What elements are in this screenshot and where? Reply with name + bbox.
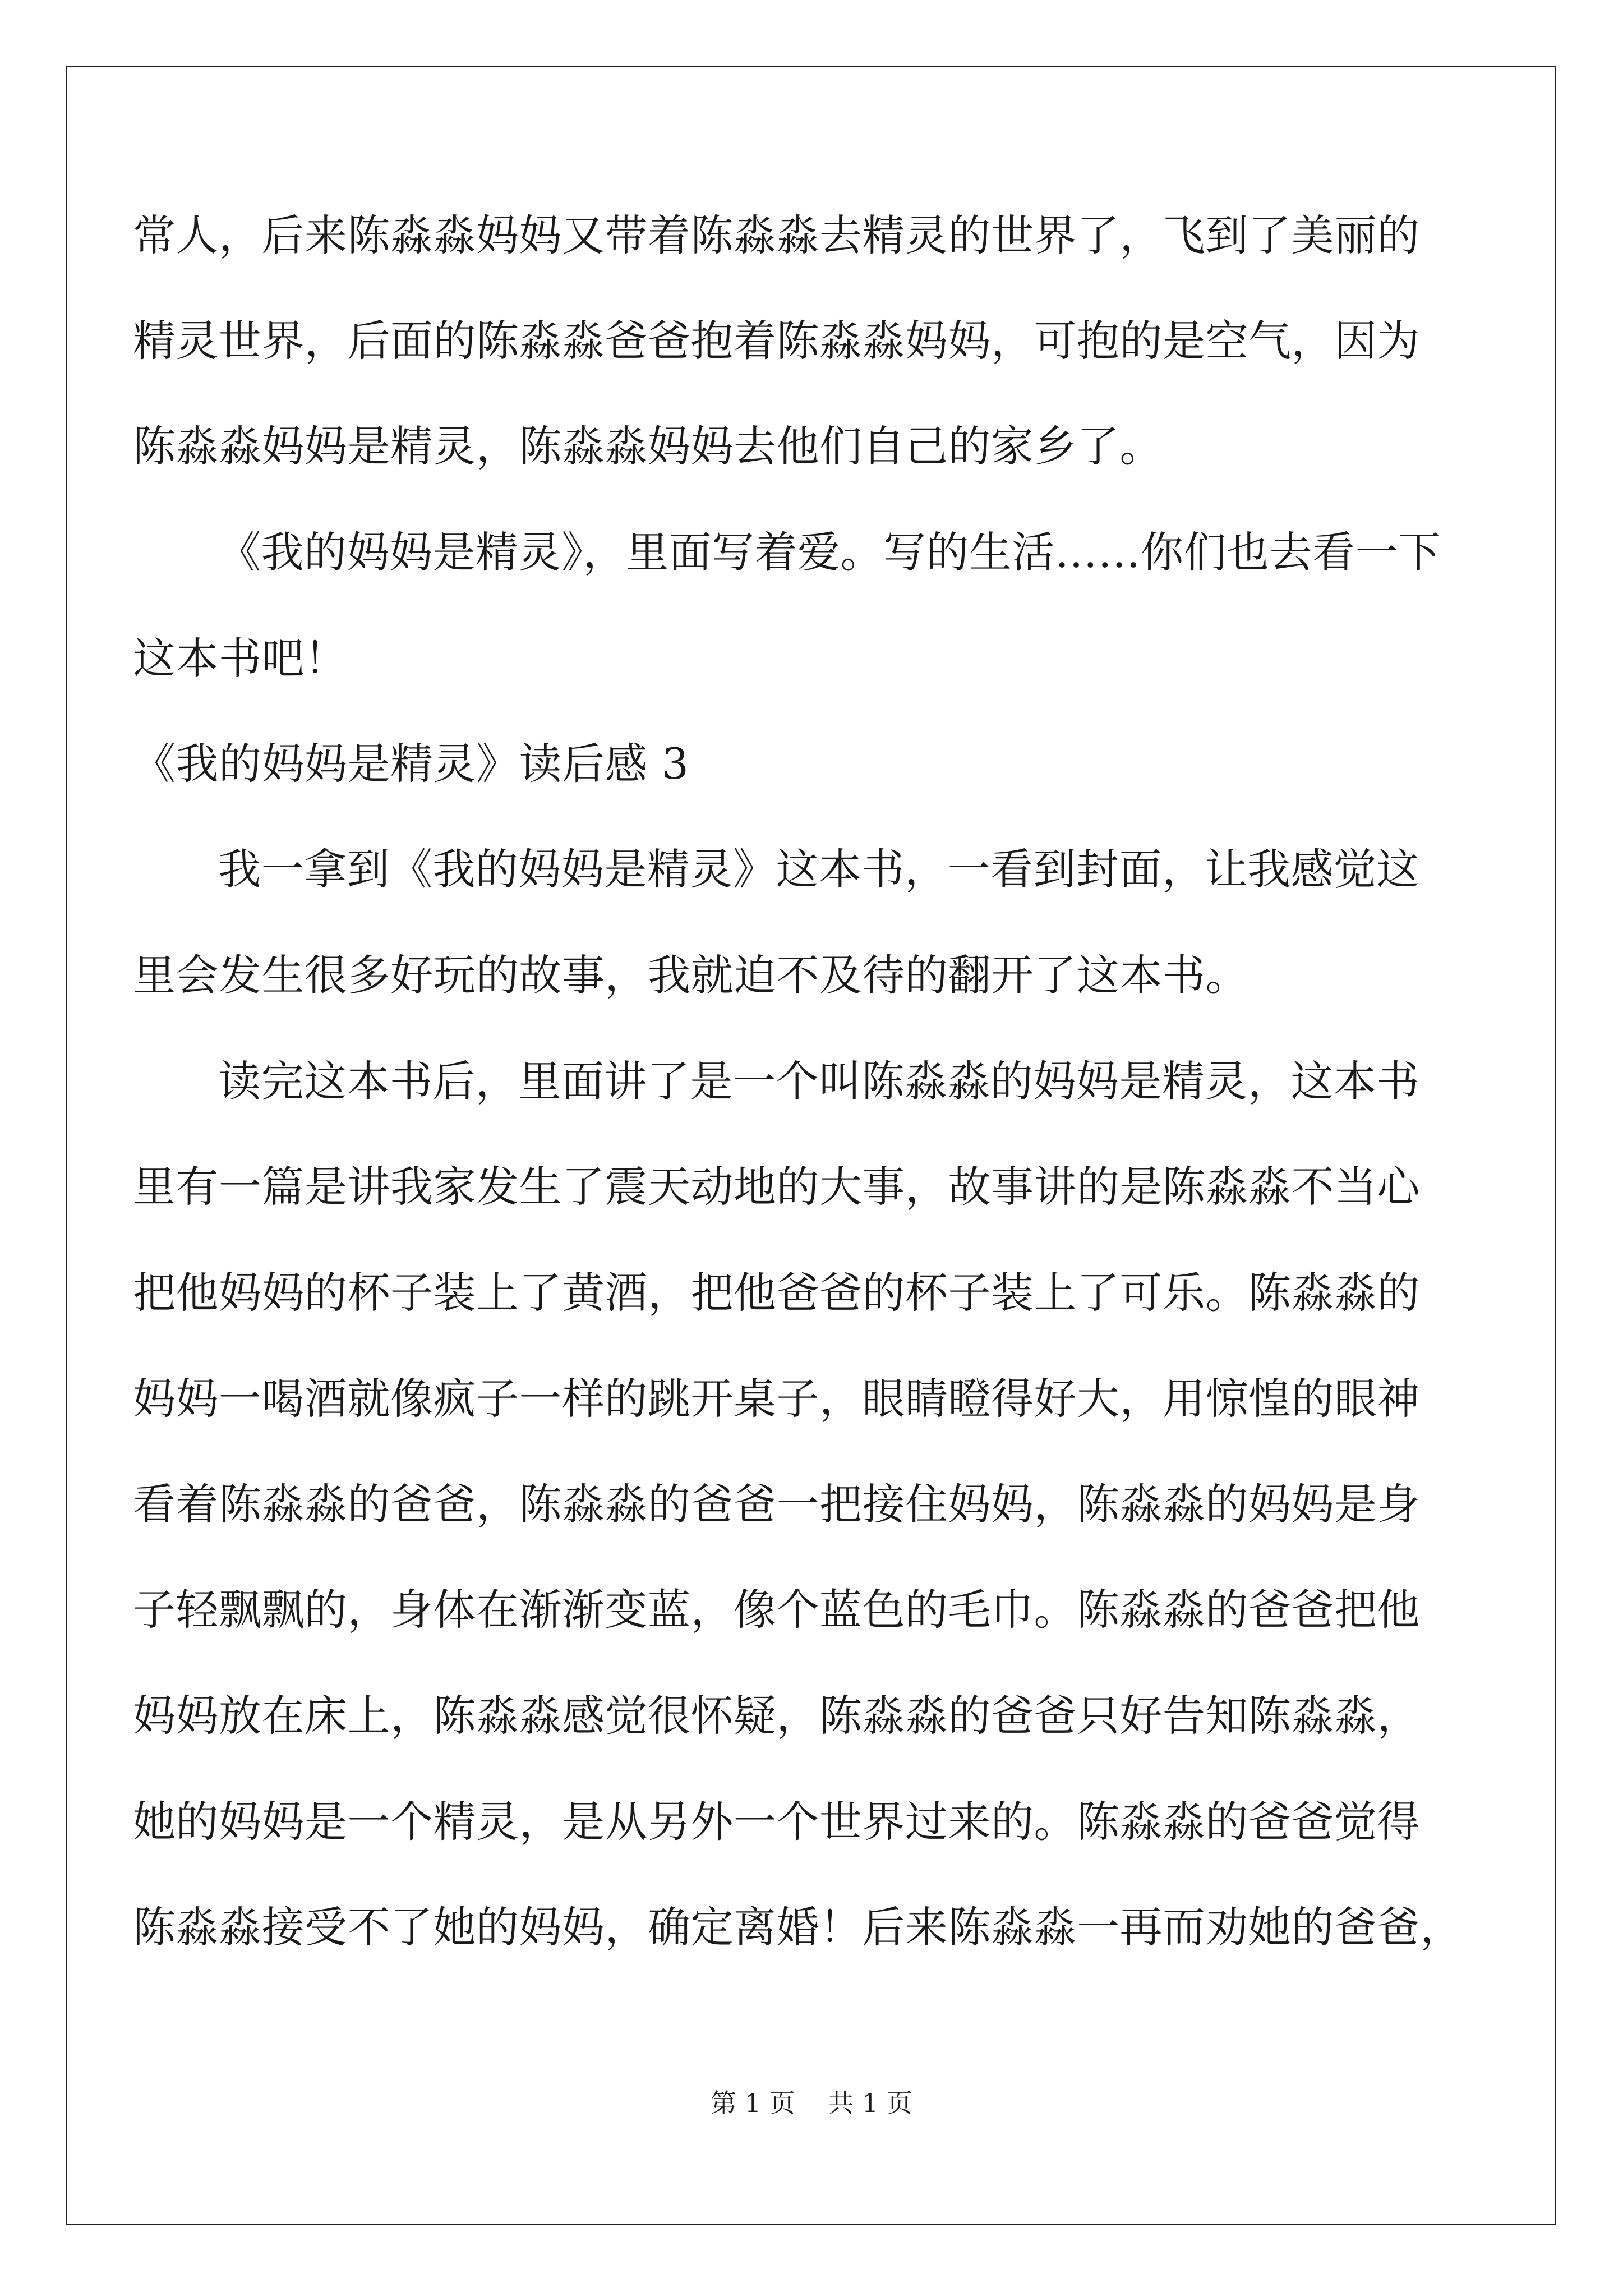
page-number-footer: 第 1 页 共 1 页: [711, 2088, 912, 2118]
text-line: 常人，后来陈淼淼妈妈又带着陈淼淼去精灵的世界了，飞到了美丽的: [133, 210, 1420, 260]
text-line: 精灵世界，后面的陈淼淼爸爸抱着陈淼淼妈妈，可抱的是空气，因为: [133, 316, 1420, 366]
text-line: 妈妈一喝酒就像疯子一样的跳开桌子，眼睛瞪得好大，用惊惶的眼神: [133, 1374, 1420, 1424]
text-line: 陈淼淼妈妈是精灵，陈淼淼妈妈去他们自己的家乡了。: [133, 421, 1163, 471]
text-line: 妈妈放在床上，陈淼淼感觉很怀疑，陈淼淼的爸爸只好告知陈淼淼，: [133, 1691, 1420, 1741]
text-line: 看着陈淼淼的爸爸，陈淼淼的爸爸一把接住妈妈，陈淼淼的妈妈是身: [133, 1479, 1420, 1529]
paragraph-start-line: 我一拿到《我的妈妈是精灵》这本书，一看到封面，让我感觉这: [218, 844, 1419, 894]
text-line: 陈淼淼接受不了她的妈妈，确定离婚！后来陈淼淼一再而劝她的爸爸，: [133, 1902, 1463, 1952]
paragraph-start-line: 读完这本书后，里面讲了是一个叫陈淼淼的妈妈是精灵，这本书: [218, 1056, 1419, 1106]
text-line: 她的妈妈是一个精灵，是从另外一个世界过来的。陈淼淼的爸爸觉得: [133, 1797, 1420, 1847]
text-line: 里有一篇是讲我家发生了震天动地的大事，故事讲的是陈淼淼不当心: [133, 1162, 1420, 1212]
text-line: 里会发生很多好玩的故事，我就迫不及待的翻开了这本书。: [133, 950, 1248, 1000]
text-line: 子轻飘飘的，身体在渐渐变蓝，像个蓝色的毛巾。陈淼淼的爸爸把他: [133, 1585, 1420, 1635]
section-heading: 《我的妈妈是精灵》读后感 3: [133, 739, 689, 789]
page-border: [66, 66, 1556, 2225]
text-line: 把他妈妈的杯子装上了黄酒，把他爸爸的杯子装上了可乐。陈淼淼的: [133, 1268, 1420, 1318]
text-line: 这本书吧！: [133, 633, 348, 683]
paragraph-start-line: 《我的妈妈是精灵》，里面写着爱。写的生活……你们也去看一下: [218, 527, 1441, 577]
